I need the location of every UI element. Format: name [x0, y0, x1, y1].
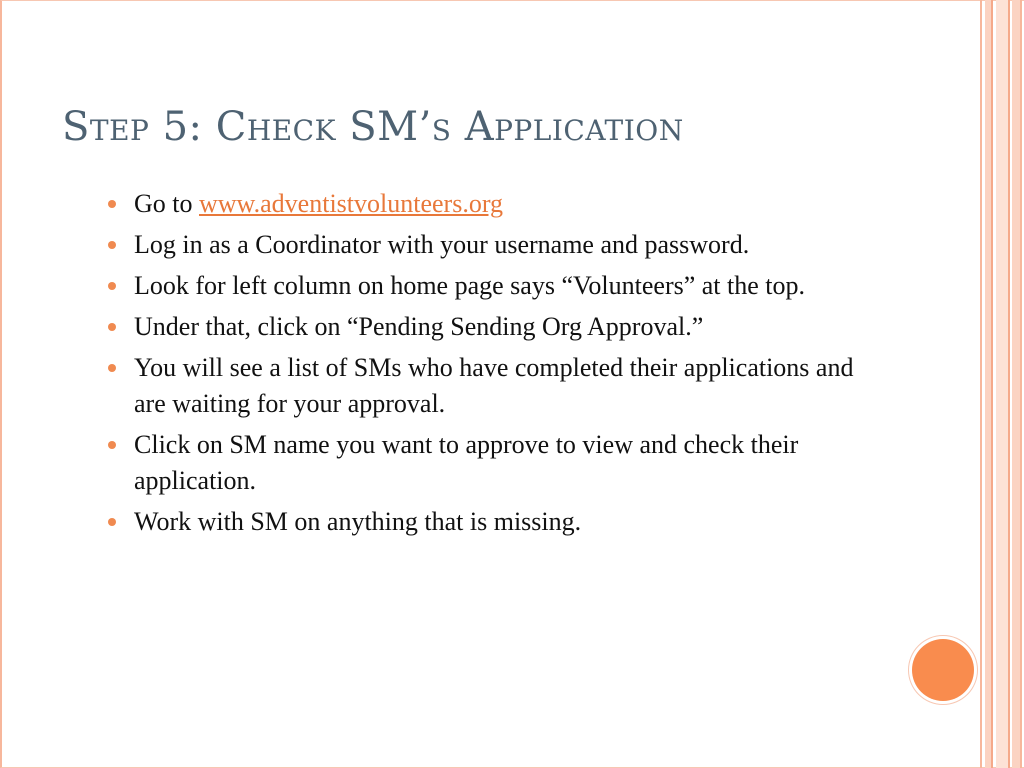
- decorative-stripe: [991, 0, 993, 768]
- bullet-item: [106, 427, 866, 499]
- bullet-text: Log in as a Coordinator with your username and password.: [134, 230, 750, 259]
- decorative-stripe: [1020, 0, 1022, 768]
- bullet-icon: [108, 200, 116, 208]
- bullet-icon: [108, 364, 116, 372]
- bullet-item: [106, 309, 866, 345]
- bullet-text: Work with SM on anything that is missing.: [134, 507, 582, 536]
- bullet-icon: [108, 282, 116, 290]
- decorative-stripe: [1008, 0, 1010, 768]
- slide-title: Step 5: Check SM’s Application: [62, 104, 684, 150]
- bullet-icon: [108, 441, 116, 449]
- bullet-item: [106, 227, 866, 263]
- bullet-item: [106, 186, 866, 222]
- bullet-text: Under that, click on “Pending Sending Org Approval.”: [134, 312, 704, 341]
- bullet-text: You will see a list of SMs who have completed their applications and are waiting for your approval.: [134, 353, 854, 418]
- decorative-stripe: [996, 0, 1008, 768]
- bullet-icon: [108, 241, 116, 249]
- bullet-item: [106, 504, 866, 540]
- decorative-stripe: [1012, 0, 1020, 768]
- bullet-text: Go to: [134, 189, 199, 218]
- bullet-text: Look for left column on home page says “Volunteers” at the top.: [134, 271, 806, 300]
- bullet-icon: [108, 518, 116, 526]
- decorative-stripe: [980, 0, 982, 768]
- bullet-icon: [108, 323, 116, 331]
- decorative-circle: [912, 639, 974, 701]
- website-link[interactable]: www.adventistvolunteers.org: [199, 189, 504, 218]
- bullet-list: [106, 186, 866, 545]
- bullet-text: Click on SM name you want to approve to view and check their application.: [134, 430, 799, 495]
- bullet-item: [106, 350, 866, 422]
- bullet-item: [106, 268, 866, 304]
